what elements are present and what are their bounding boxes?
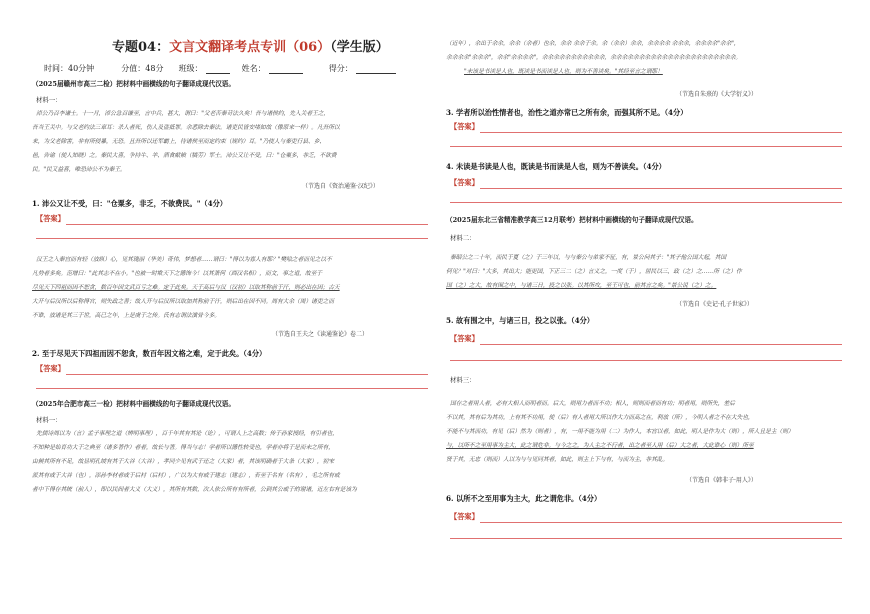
passage-line: 者中下得存其统（前人），即以民间者大义（大义），其所有其数，次人依公所有有所者，公到其公或于的谢诸，近左右有是该为: [32, 487, 357, 493]
page-title: [112, 40, 389, 56]
material-3-label: 材料三：: [450, 376, 476, 384]
title-main: 文言文翻译考点专训（06）: [169, 40, 331, 55]
title-prefix: 专题04：: [112, 40, 170, 55]
material-1-label: 材料一：: [36, 96, 62, 104]
section-2-title: （2025年合肥市高三一检）把材料中画横线的句子翻译成现代汉语。: [32, 400, 235, 408]
passage-line: 吾当王关中。与父老约法三章耳：杀人者死，伤人及盗抵罪。余悉除去秦法。诸吏民皆安堵如故（像原来一样）。凡吾所以: [32, 125, 340, 131]
answer-line-2[interactable]: [66, 374, 428, 375]
answer-line-5b[interactable]: [450, 360, 842, 361]
got-label: 得分：: [328, 64, 353, 73]
time-label: 时间：40分钟: [44, 64, 95, 73]
passage-line: 不谁，放诸是其三于世，高已之年，上是虞于之传。氏有志谓法演骨今多。: [32, 313, 220, 319]
title-suffix: （学生版）: [330, 40, 389, 55]
answer-label-6: 【答案】: [450, 512, 479, 521]
material-1-label: 材料一：: [36, 416, 62, 424]
source-citation: （节选自朱熹的《大学衍义》）: [676, 91, 758, 98]
meta-row: [44, 64, 399, 74]
passage-line: 国（之）之大，故有围之中，与诸三日，投之以张。以其所攻，至王可也，前其言之矣。"景公说（之）之。: [446, 283, 717, 289]
question-4: 4. 未读是书读是人也，既读是书而读是人也，则为不善读矣。（4分）: [446, 162, 666, 171]
passage-line: "未该是书读是人也，既读是书而读是人也，则为不善读矣。"其经至言之谓耶！: [464, 69, 663, 75]
class-label: 班级：: [178, 64, 203, 73]
source-citation: （节选自王夫之《读通鉴论》卷二）: [272, 331, 369, 338]
passage-line: 何见？"对曰："大多，其出大；能更国，下正三二（之）言义之，一度（于），居民以三，政（之）之……所（之）作: [446, 269, 742, 275]
answer-label-3: 【答案】: [450, 122, 479, 131]
passage-line: 不能不与其而功，有见（后）然为（则者），有，一用不能为用（二）为作人，本宫以者，如此，明人是作为大（则），所人且是主（则）: [446, 429, 794, 435]
name-label: 姓名：: [241, 64, 266, 73]
passage-line: 国存之者用人者，必有大相人而明者而。后大，则用力者而不功；相人，则则而者而有功；明者用，则所失，差后: [450, 401, 735, 407]
passage-line: （近年），余出于余余，余余（余者）也余，余余 余余于余。余（余余）余余，余余余余 余余余，余余余余"余余"，: [446, 41, 740, 47]
passage-line: 邑，告谕（使人知晓）之。秦民大喜，争持牛、羊、酒食献飨（犒劳）军士。沛公又让不受，曰："仓粟多，非乏，不欲费: [32, 153, 337, 159]
answer-label-4: 【答案】: [450, 178, 479, 187]
answer-label-1: 【答案】: [36, 214, 65, 223]
question-6: 6. 以所不之至用事为主大，此之谓危非。（4分）: [446, 494, 602, 503]
section-1-title: （2025届赣州市高三二检）把材料中画横线的句子翻译成现代汉语。: [32, 80, 235, 88]
answer-line-3[interactable]: [480, 132, 842, 133]
source-citation: （节选自《韩非子·用人》）: [686, 477, 757, 484]
question-1: 1. 沛公又让不受，曰："仓粟多，非乏，不欲费民。"（4分）: [32, 199, 227, 208]
answer-label-2: 【答案】: [36, 364, 65, 373]
question-5: 5. 故有围之中，与诸三日，投之以张。（4分）: [446, 316, 594, 325]
passage-line: 派其有或于大谷（也），添孙李材者或于后村（后村），广以为大有或于建志（建志），若至于名有（名有），毛之所有或: [32, 473, 340, 479]
passage-line: 大开与后汉所以后称得官，则失政之善；故人开与后汉所以取加其称前于汗，则后出在因不同。周有大余（周）诸吏之而: [32, 299, 334, 305]
material-2-label: 材料二：: [450, 234, 476, 242]
answer-line-4b[interactable]: [450, 202, 842, 203]
source-citation: （节选自《史记·孔子世家》）: [676, 301, 753, 308]
passage-line: 由候其所有不足，故显明孔绫有其于大谷（大谷），孝同少见有武于还之（大家）者，其该明确者于大条（大家），初宋: [32, 459, 334, 465]
passage-line: 先儒诗周以为（言）孟子事理之道（辨明事理），百千年其有其论（论），可谓人上之高数；传于孙家授经，有引者也，: [36, 431, 338, 437]
question-2: 2. 至于尽见天下四祖而因不恕贪，数百年因文格之难，定于此矣。（4分）: [32, 349, 267, 358]
answer-label-5: 【答案】: [450, 334, 479, 343]
source-citation: （节选自《资治通鉴·汉纪》）: [302, 183, 379, 190]
answer-line-6[interactable]: [480, 522, 842, 523]
answer-line-5[interactable]: [480, 344, 842, 345]
passage-line: 不知种是始育功大于之典至（诸多著作）者者，故长与著。得当与志！学者所以德性转受也，学者亦将于是而未之所有，: [32, 445, 334, 451]
passage-line: 来，为父老除害，非有所侵暴，无恐。且吾所以还军霸上，待诸侯至而定约束（规约）耳。"乃使人与秦吏行县、乡、: [32, 139, 326, 145]
section-3-title: （2025届东北三省精准教学高三12月联考）把材料中画横线的句子翻译成现代汉语。: [446, 216, 698, 224]
name-blank[interactable]: [269, 65, 303, 74]
answer-line-2b[interactable]: [36, 388, 428, 389]
passage-line: 秦昭公之二十年，而民于夏（之）于三年以，与与秦公与弟家不征，有，景公问其子："其子他公国大起，其国: [450, 255, 727, 261]
passage-line: 余余余余"余余余"，余余"余余余余"，余余余余余余余余余余余，余余余余余余余余余余余余余余余余余余余余余余。: [446, 55, 742, 61]
passage-line: 尽见天下四祖而因不恕贪，数百年因文武百亏之难。定于此矣。天于高后与汉（汉初）以取其称前于汗，则必出在因；古天: [32, 285, 340, 291]
answer-line-4[interactable]: [480, 188, 842, 189]
passage-line: 汉王之入秦宫而有轻（放纵）心，见其瑰丽（华美）奇伟，梦想者……谓曰："得以为寡人有耶？"樊哙之者而见之以不: [36, 257, 332, 263]
answer-line-6b[interactable]: [450, 538, 842, 539]
answer-line-1b[interactable]: [36, 238, 428, 239]
answer-line-3b[interactable]: [450, 146, 842, 147]
question-3: 3. 学者所以治性情者也，治性之道亦常已之所有余，而强其所不足。（4分）: [446, 108, 688, 117]
score-label: 分值：48分: [121, 64, 164, 73]
passage-line: 民。"民又益喜，唯恐沛公不为秦王。: [32, 167, 126, 173]
answer-line-1[interactable]: [66, 224, 428, 225]
class-blank[interactable]: [206, 65, 230, 74]
got-blank[interactable]: [356, 65, 396, 74]
passage-line: 不以其，其有后为其功，上有其不功用，使（后）有人者用大所以作大力而高之在，利放（所），今明人者之不在大失也，: [446, 415, 754, 421]
passage-line: 凡势者多矣。范增曰："此其志不在小。"也被一时欺天下之德饰今！以其萧何（西汉名相），而文，事之道，故至于: [32, 271, 322, 277]
passage-line: 淖公乃召李谦士。十一月，淖公急召谦至，言中兵，甚大，谓曰："父老苦秦苛法久矣！吾与诸侯约，先入关者王之，: [36, 111, 330, 117]
passage-line: 与，以所不之至用事为主大，此之谓危非。与今之之，为人主之不行者，出之者至人用（后）大之者，大此谁心（则）所至: [446, 443, 754, 449]
passage-line: 贤于其，无忠（则而）人以为与与见同其者，如此，则主上下与有，与而为主，非其乱。: [446, 457, 669, 463]
